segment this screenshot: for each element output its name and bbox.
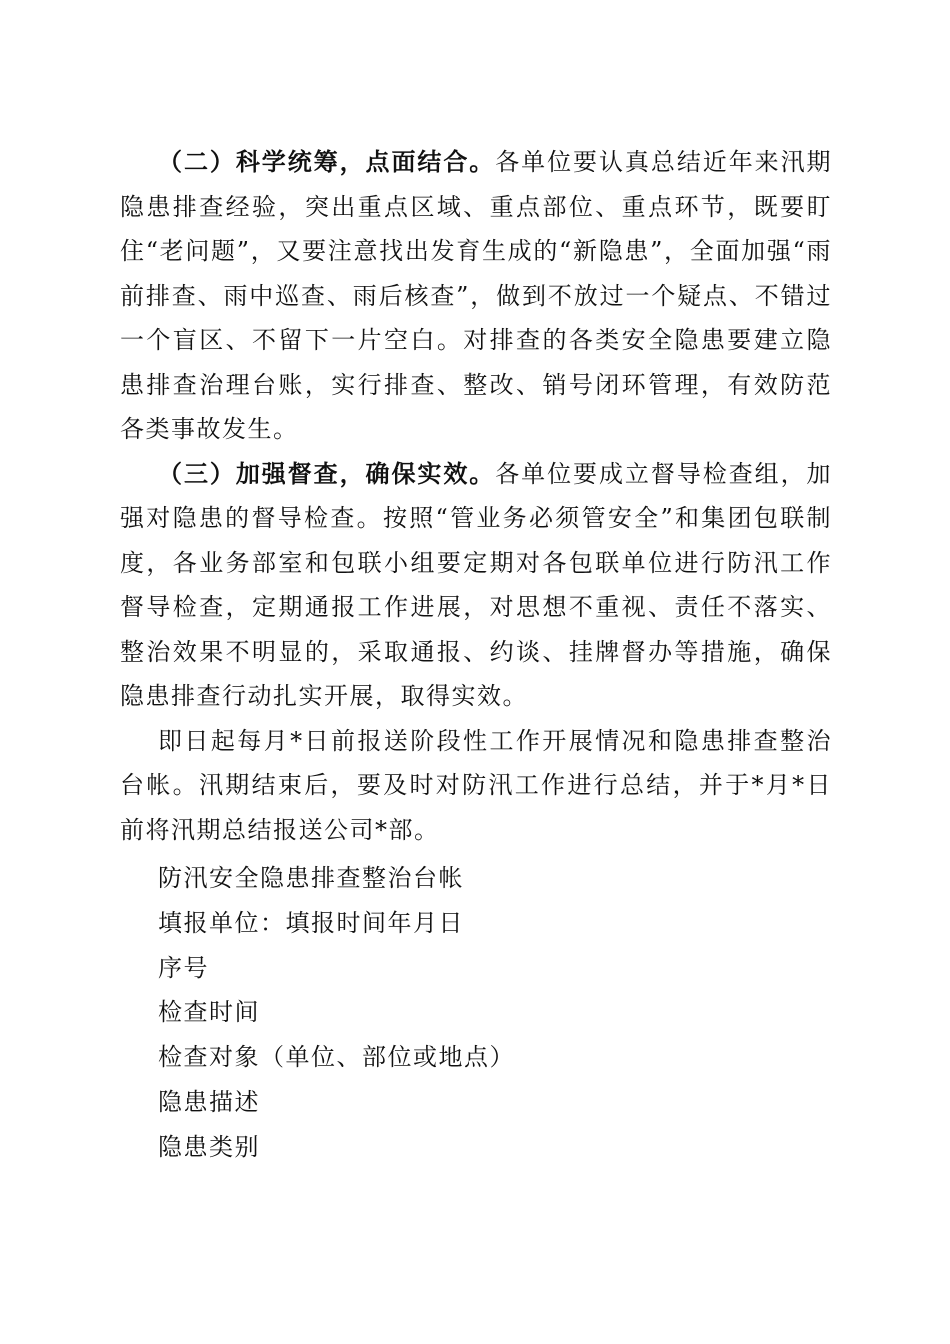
- paragraph-scientific-planning: [120, 140, 832, 452]
- ledger-column-check-object: 检查对象（单位、部位或地点）: [158, 1043, 515, 1072]
- ledger-column-hazard-description: 隐患描述: [158, 1087, 260, 1116]
- ledger-column-hazard-category: 隐患类别: [158, 1132, 260, 1161]
- paragraph-heading: （三）加强督查，确保实效。: [158, 458, 496, 488]
- ledger-title: 防汛安全隐患排查整治台帐: [158, 864, 464, 892]
- ledger-section: [158, 856, 832, 1170]
- document-body: [120, 140, 832, 852]
- paragraph-body: 即日起每月*日前报送阶段性工作开展情况和隐患排查整治台帐。汛期结束后，要及时对防汛工作进行总结，并于*月*日前将汛期总结报送公司*部。: [120, 726, 832, 844]
- paragraph-body: 各单位要认真总结近年来汛期隐患排查经验，突出重点区域、重点部位、重点环节，既要盯住“老问题”，又要注意找出发育生成的“新隐患”，全面加强“雨前排查、雨中巡查、雨后核查”，做到不放过一个疑点、不错过一个盲区、不留下一片空白。对排查的各类安全隐患要建立隐患排查治理台账，实行排查、整改、销号闭环管理，有效防范各类事故发生。: [120, 148, 833, 443]
- paragraph-body: 各单位要成立督导检查组，加强对隐患的督导检查。按照“管业务必须管安全”和集团包联制度，各业务部室和包联小组要定期对各包联单位进行防汛工作督导检查，定期通报工作进展，对思想不重视、责任不落实、整治效果不明显的，采取通报、约谈、挂牌督办等措施，确保隐患排查行动扎实开展，取得实效。: [120, 459, 833, 710]
- paragraph-reporting: [120, 719, 832, 853]
- ledger-column-check-time: 检查时间: [158, 998, 260, 1027]
- ledger-fill-line: 填报单位：填报时间年月日: [158, 908, 464, 937]
- ledger-column-serial: 序号: [158, 953, 209, 982]
- paragraph-heading: （二）科学统筹，点面结合。: [158, 147, 496, 176]
- paragraph-supervision: [120, 452, 832, 719]
